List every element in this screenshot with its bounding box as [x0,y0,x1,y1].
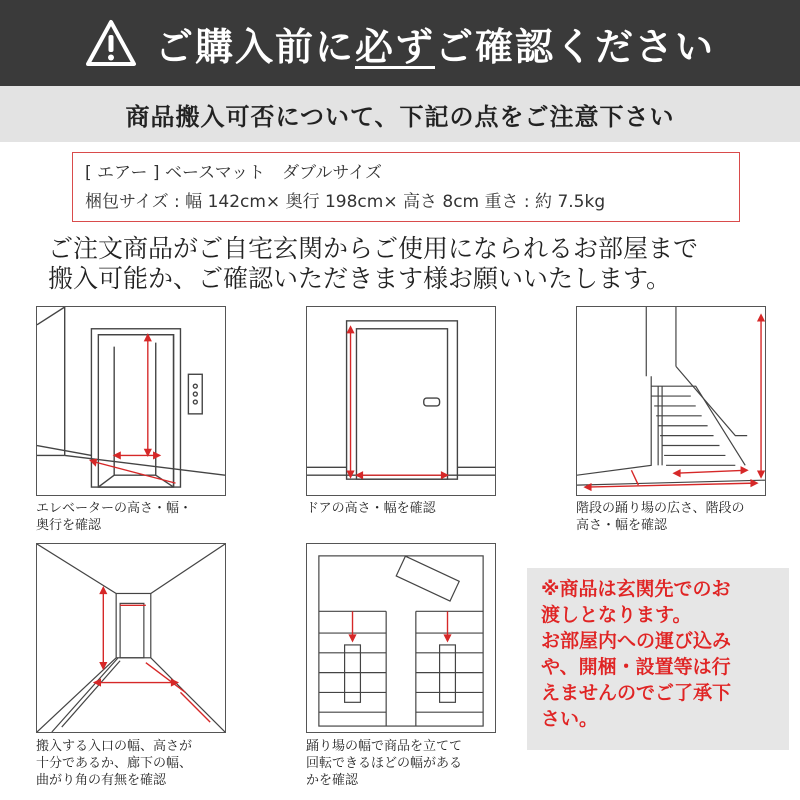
page-title: ご購入前に必ずご確認ください [154,24,716,69]
elevator-illustration [36,306,226,496]
elevator-icon [37,307,225,495]
lead-text: ご注文商品がご自宅玄関からご使用になられるお部屋まで 搬入可能か、ご確認いただきます様お願いいたします。 [48,234,699,293]
product-name: [ エアー ] ベースマット ダブルサイズ [85,163,383,183]
corridor-icon [37,544,225,732]
header-banner [0,0,800,86]
warning-triangle-icon [85,19,137,67]
notice-box: ※商品は玄関先でのお 渡しとなります。 お部屋内への運び込み や、開梱・設置等は行 えませんのでご了承下 さい。 [527,568,789,750]
subtitle: 商品搬入可否について、下記の点をご注意下さい [0,86,800,142]
stairs-icon [577,307,765,495]
stairs-caption: 階段の踊り場の広さ、階段の 高さ・幅を確認 [576,501,745,533]
entrance-caption: 搬入する入口の幅、高さが 十分であるか、廊下の幅、 曲がり角の有無を確認 [36,739,193,788]
package-size: 梱包サイズ : 幅 142cm× 奥行 198cm× 高さ 8cm 重さ : 約 7.5kg [85,192,606,212]
landing-illustration [306,543,496,733]
spec-box [72,152,740,222]
door-illustration [306,306,496,496]
emphasis-text: 必ず [354,24,435,69]
landing-caption: 踊り場の幅で商品を立てて 回転できるほどの幅がある かを確認 [306,739,463,788]
elevator-caption: エレベーターの高さ・幅・ 奥行を確認 [36,501,193,533]
entrance-illustration [36,543,226,733]
landing-icon [307,544,495,732]
door-caption: ドアの高さ・幅を確認 [306,501,436,516]
stairs-illustration [576,306,766,496]
